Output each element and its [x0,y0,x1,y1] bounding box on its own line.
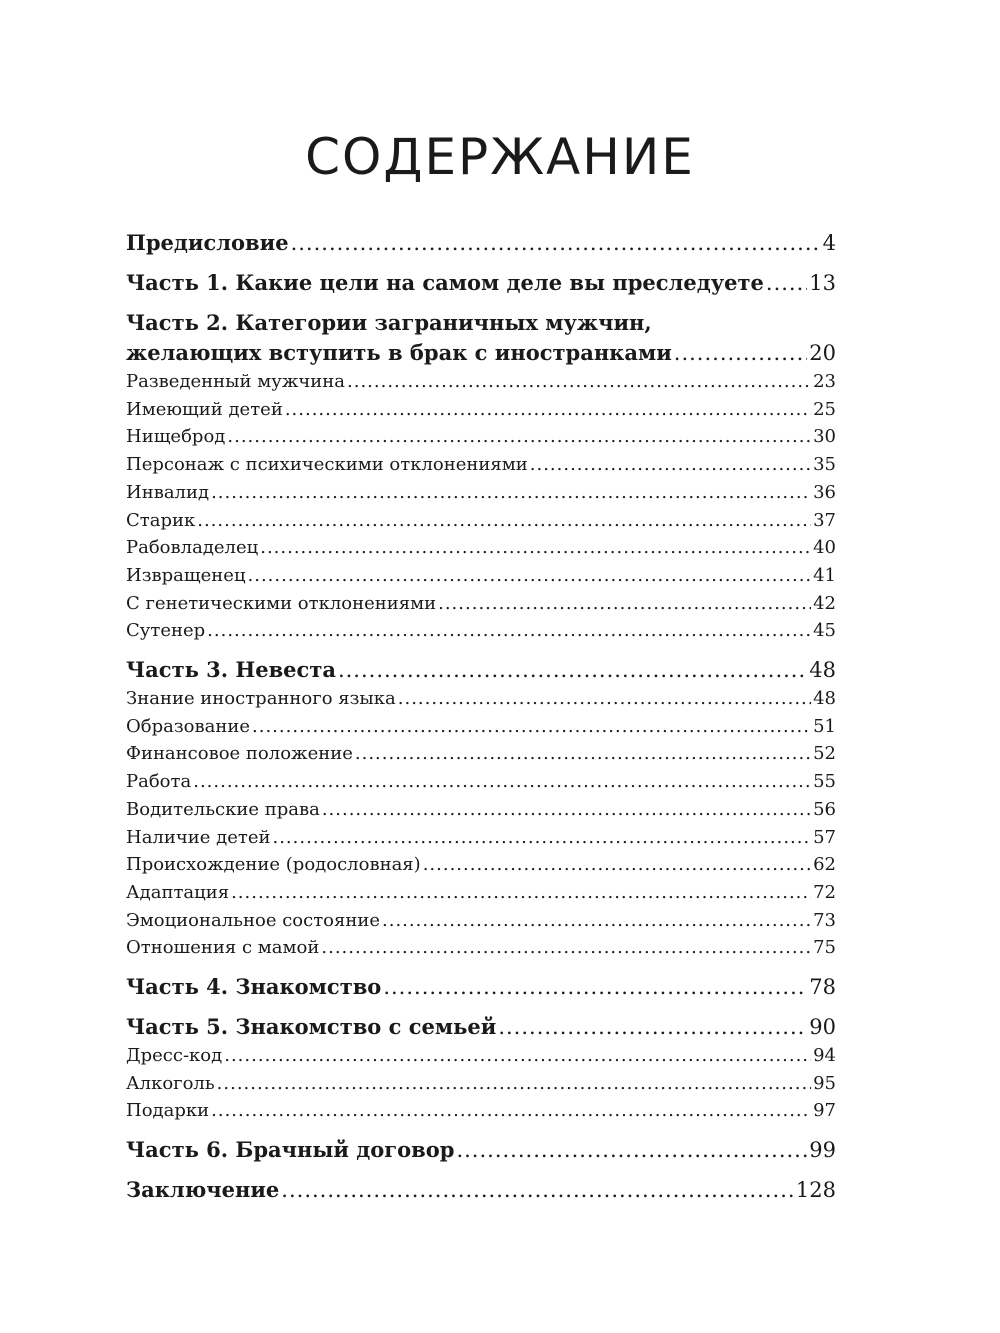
toc-leader-dots [252,713,811,741]
toc-entry-mother-relations[interactable] [126,934,836,962]
toc-leader-dots [272,824,811,852]
toc-entry-adaptation[interactable] [126,879,836,907]
toc-entry-dress-code[interactable] [126,1042,836,1070]
toc-leader-dots [231,879,811,907]
toc-entry-label: Водительские права [126,798,320,820]
toc-page-number: 56 [813,798,836,820]
toc-page-number: 36 [813,481,836,503]
toc-page-number: 72 [813,881,836,903]
toc-entry-label: Сутенер [126,620,206,642]
toc-entry-drivers-license[interactable] [126,796,836,824]
toc-leader-dots [382,907,811,935]
toc-page-number: 25 [813,398,836,420]
toc-leader-dots [217,1070,811,1098]
toc-entry-divorced-man[interactable] [126,368,836,396]
toc-entry-label: Имеющий детей [126,398,283,420]
toc-entry-label: Часть 4. Знакомство [126,974,382,1000]
toc-entry-foreign-language[interactable] [126,685,836,713]
toc-entry-label: Работа [126,771,192,793]
toc-leader-dots [321,934,811,962]
toc-entry-label: Знание иностранного языка [126,688,396,710]
toc-leader-dots [438,590,811,618]
toc-entry-alcohol[interactable] [126,1070,836,1098]
toc-entry-label: Дресс-код [126,1045,223,1067]
toc-leader-dots [423,851,811,879]
toc-entry-emotional-state[interactable] [126,907,836,935]
toc-leader-dots [281,1175,794,1205]
toc-entry-financial-status[interactable] [126,740,836,768]
toc-entry-disabled[interactable] [126,479,836,507]
toc-page-number: 48 [813,688,836,710]
toc-leader-dots [674,338,807,368]
toc-entry-part-1[interactable] [126,268,836,298]
toc-entry-label: Нищеброд [126,426,226,448]
toc-page-number: 40 [813,537,836,559]
toc-entry-label: Инвалид [126,481,210,503]
toc-page-number: 73 [813,909,836,931]
toc-leader-dots [193,768,811,796]
toc-entry-education[interactable] [126,713,836,741]
toc-page-number: 94 [813,1045,836,1067]
toc-page-number: 20 [809,341,836,365]
toc-leader-dots [347,368,811,396]
toc-page-number: 45 [813,620,836,642]
toc-entry-label: Наличие детей [126,826,271,848]
toc-leader-dots [291,228,821,258]
toc-entry-label: Эмоциональное состояние [126,909,380,931]
toc-page-number: 30 [813,426,836,448]
toc-entry-part-5[interactable] [126,1012,836,1042]
toc-entry-label: С генетическими отклонениями [126,592,437,614]
toc-entry-origin[interactable] [126,851,836,879]
toc-entry-part-2[interactable] [126,308,836,368]
toc-entry-pimp[interactable] [126,617,836,645]
toc-page-number: 128 [795,1178,836,1203]
toc-entry-label-line2: желающих вступить в брак с иностранками [126,340,672,365]
page-title: СОДЕРЖАНИЕ [305,128,695,186]
toc-leader-dots [211,1097,811,1125]
toc-entry-label: Отношения с мамой [126,937,320,959]
toc-leader-dots [456,1135,807,1165]
toc-leader-dots [322,796,811,824]
toc-entry-part-3[interactable] [126,655,836,685]
toc-entry-label: Алкоголь [126,1072,215,1094]
toc-page-number: 75 [813,937,836,959]
toc-page-number: 13 [809,271,836,295]
toc-leader-dots [197,507,811,535]
toc-page-number: 41 [813,564,836,586]
toc-entry-label: Образование [126,715,251,737]
toc-page-number: 95 [813,1072,836,1094]
toc-entry-preface[interactable] [126,228,836,258]
toc-entry-label: Адаптация [126,881,230,903]
toc-page-number: 90 [809,1015,836,1040]
toc-entry-label: Финансовое положение [126,743,353,765]
toc-page-number: 99 [809,1138,836,1163]
toc-page-number: 78 [809,975,836,1000]
toc-leader-dots [355,740,811,768]
toc-entry-label-line1: Часть 2. Категории заграничных мужчин, [126,310,652,335]
toc-leader-dots [530,451,811,479]
toc-leader-dots [338,655,807,685]
toc-entry-label: Часть 5. Знакомство с семьей [126,1014,497,1040]
toc-page-number: 4 [822,231,836,255]
toc-entry-work[interactable] [126,768,836,796]
toc-entry-label: Извращенец [126,564,246,586]
toc-entry-label: Происхождение (родословная) [126,854,421,876]
toc-page-number: 42 [813,592,836,614]
toc-entry-conclusion[interactable] [126,1175,836,1205]
toc-entry-label: Старик [126,509,196,531]
toc-entry-label: Предисловие [126,230,289,255]
toc-entry-label: Рабовладелец [126,537,259,559]
toc-entry-label: Часть 1. Какие цели на самом деле вы преследуете [126,270,764,295]
toc-entry-children[interactable] [126,824,836,852]
toc-page-number: 23 [813,371,836,392]
toc-leader-dots [260,534,811,562]
toc-page-number: 57 [813,826,836,848]
toc-leader-dots [498,1012,807,1042]
toc-entry-label: Разведенный мужчина [126,371,345,392]
toc-leader-dots [207,617,811,645]
toc-page-number: 52 [813,743,836,765]
toc-leader-dots [285,396,811,424]
toc-page-number: 97 [813,1100,836,1122]
toc-entry-label: Заключение [126,1177,280,1203]
toc-leader-dots [398,685,811,713]
toc-entry-label: Подарки [126,1100,210,1122]
toc-entry-gifts[interactable] [126,1097,836,1125]
toc-entry-part-4[interactable] [126,972,836,1002]
toc-leader-dots [224,1042,811,1070]
toc-entry-old-man[interactable] [126,507,836,535]
toc-page-number: 55 [813,771,836,793]
toc-leader-dots [766,268,807,298]
toc-leader-dots [383,972,807,1002]
toc-page-number: 48 [809,658,836,683]
toc-entry-slaveholder[interactable] [126,534,836,562]
toc-entry-pervert[interactable] [126,562,836,590]
toc-leader-dots [248,562,812,590]
toc-leader-dots [211,479,811,507]
toc-entry-mental-deviations[interactable] [126,451,836,479]
toc-entry-label: Часть 3. Невеста [126,657,336,683]
toc-entry-label: Персонаж с психическими отклонениями [126,454,528,476]
toc-page-number: 51 [813,715,836,737]
toc-page-number: 35 [813,454,836,476]
toc-entry-part-6[interactable] [126,1135,836,1165]
table-of-contents [126,228,836,1205]
toc-entry-has-children[interactable] [126,396,836,424]
toc-entry-genetic-deviations[interactable] [126,590,836,618]
toc-entry-line2 [126,338,836,368]
toc-leader-dots [227,423,811,451]
toc-page-number: 62 [813,854,836,876]
toc-page-number: 37 [813,509,836,531]
toc-entry-label: Часть 6. Брачный договор [126,1137,455,1163]
toc-entry-pauper[interactable] [126,423,836,451]
